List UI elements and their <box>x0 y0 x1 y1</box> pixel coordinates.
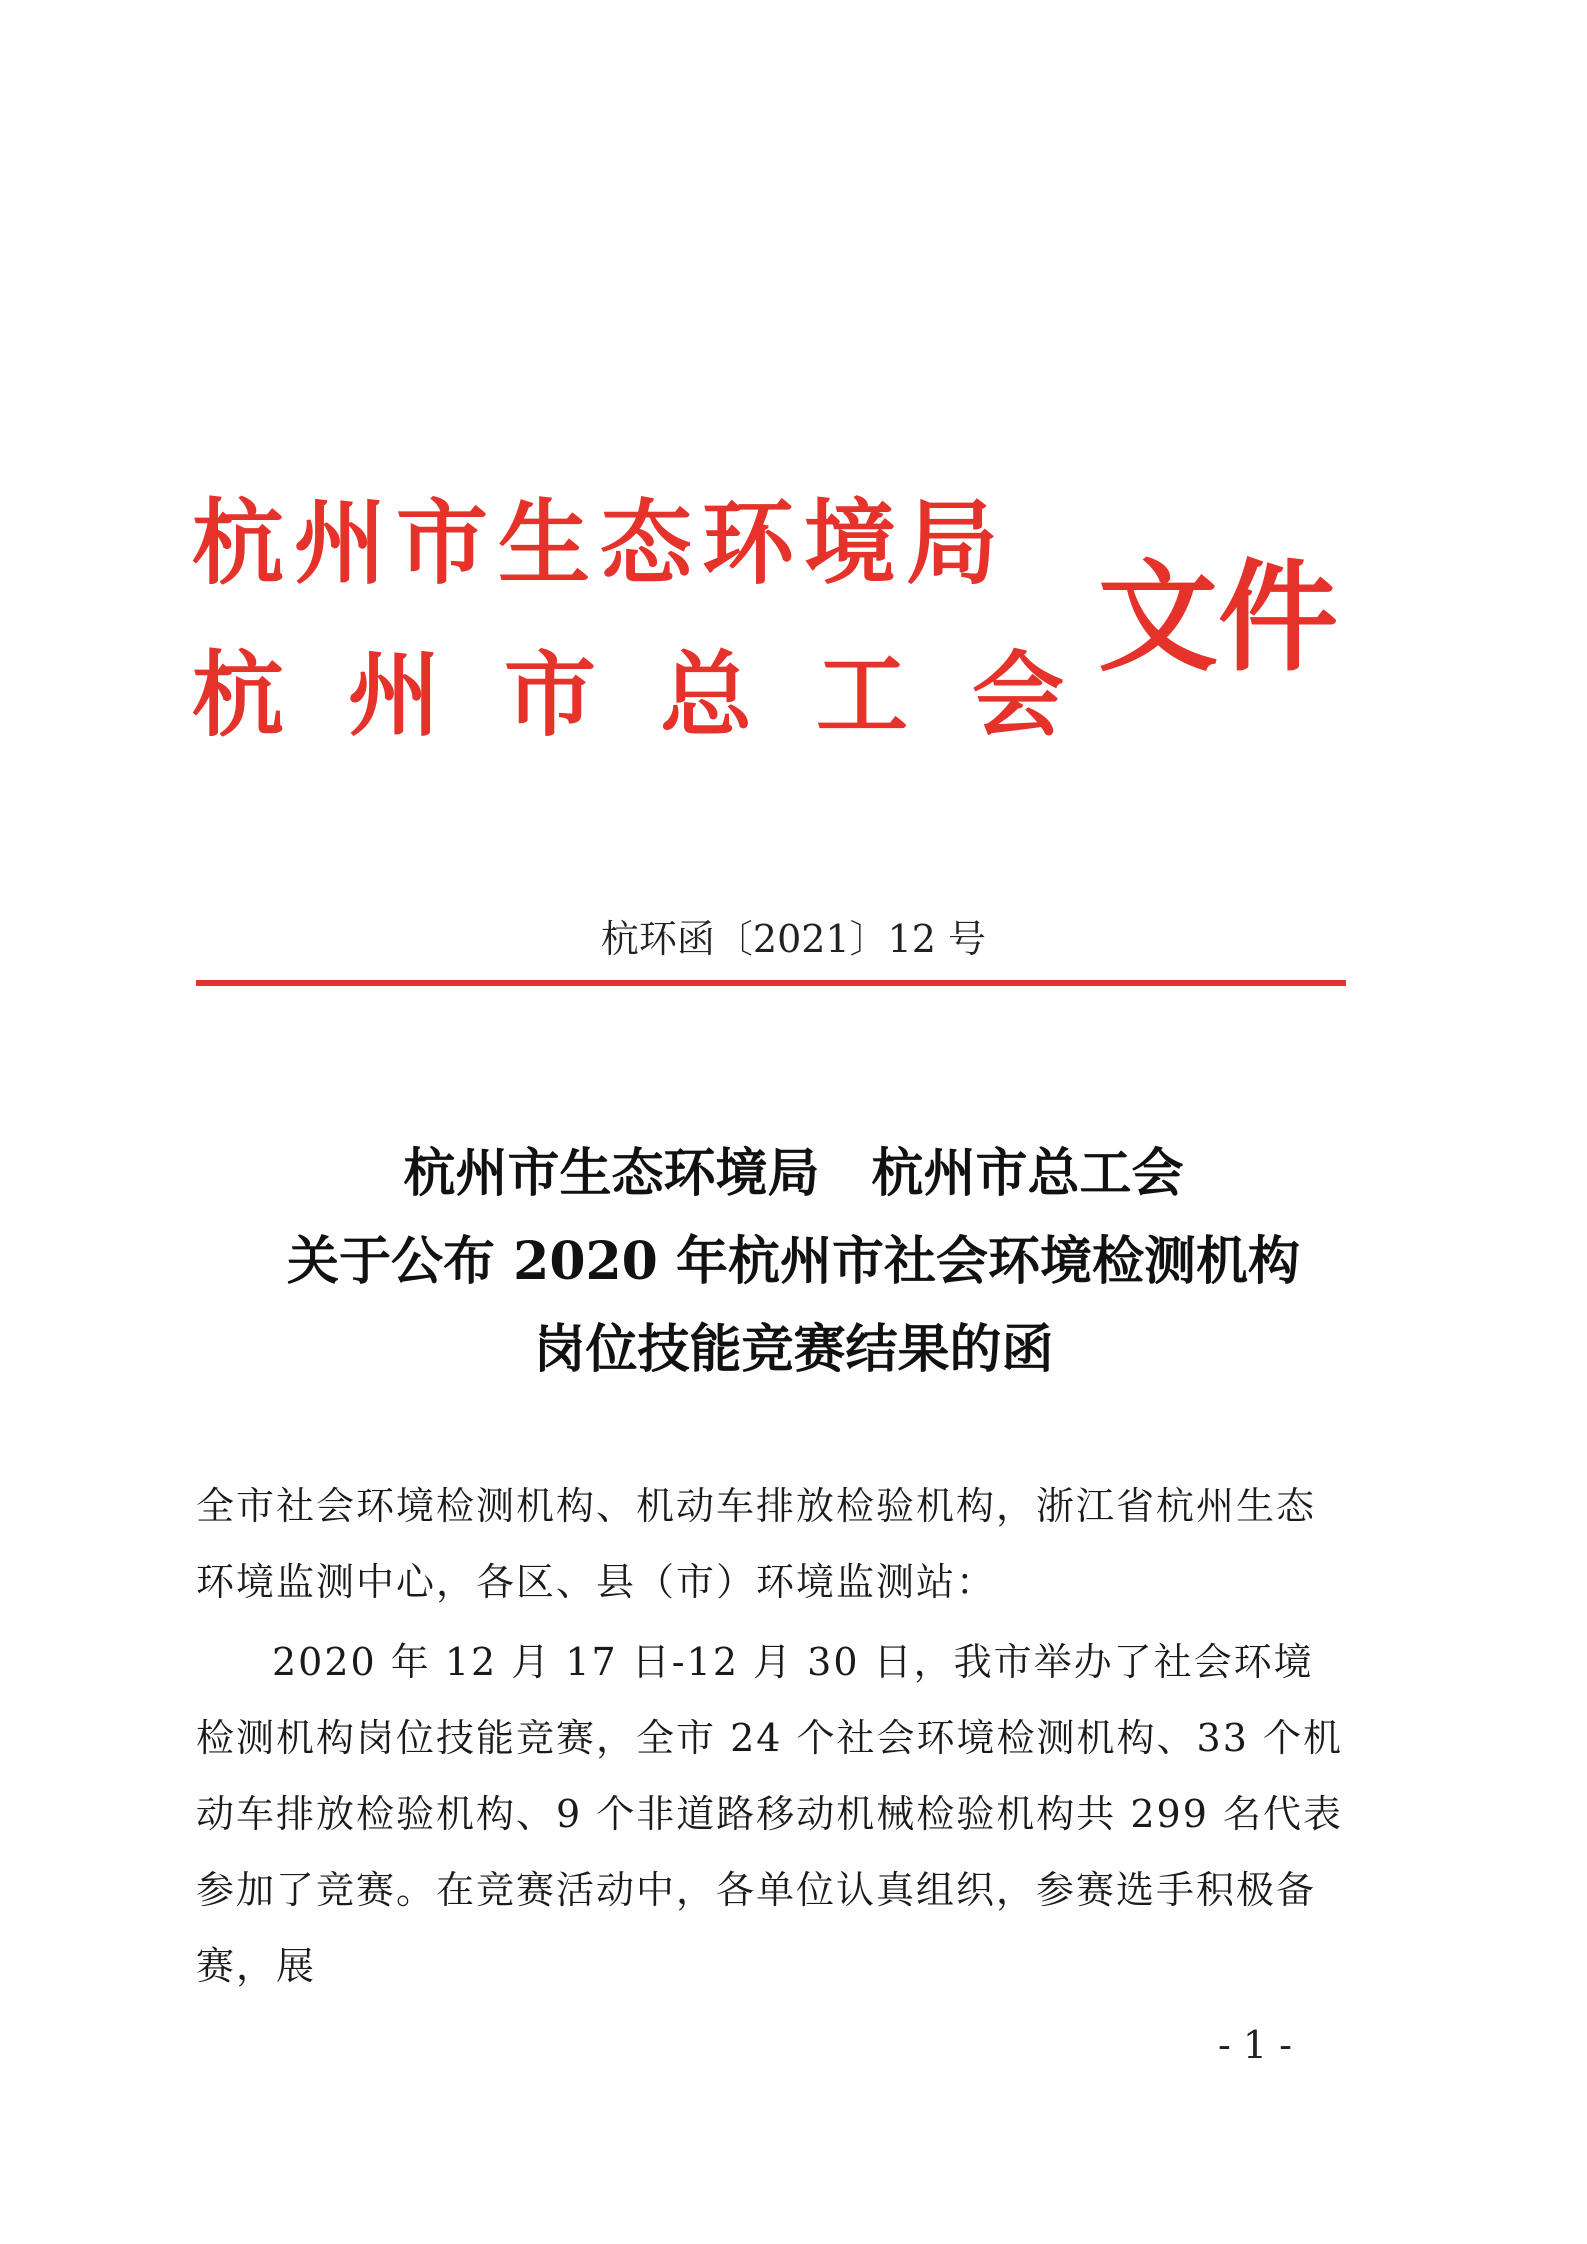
title-org1: 杭州市生态环境局 <box>403 1143 820 1204</box>
title-org2: 杭州市总工会 <box>871 1143 1184 1204</box>
body-paragraph: 2020 年 12 月 17 日-12 月 30 日，我市举办了社会环境检测机构岗位技能竞赛，全市 24 个社会环境检测机构、33 个机动车排放检验机构、9 个非道路移动机械检验机构共 299 名代表参加了竞赛。在竞赛活动中，各单位认真组织，参赛选手积极备赛，展 <box>196 1640 1343 1988</box>
document-title-line1 <box>0 1142 1587 1206</box>
letterhead-org1: 杭州市生态环境局 <box>192 489 1009 597</box>
document-number: 杭环函〔2021〕12 号 <box>600 917 987 961</box>
red-divider <box>196 980 1346 986</box>
page-number: - 1 - <box>1217 2023 1292 2067</box>
letterhead-org2: 杭州市总工会 <box>192 641 1129 749</box>
document-title-line2: 关于公布 2020 年杭州市社会环境检测机构 <box>287 1231 1300 1292</box>
document-title-line3: 岗位技能竞赛结果的函 <box>533 1319 1054 1380</box>
letterhead-suffix: 文件 <box>1098 547 1338 688</box>
salutation: 全市社会环境检测机构、机动车排放检验机构，浙江省杭州生态环境监测中心，各区、县（市）环境监测站： <box>196 1484 1317 1604</box>
